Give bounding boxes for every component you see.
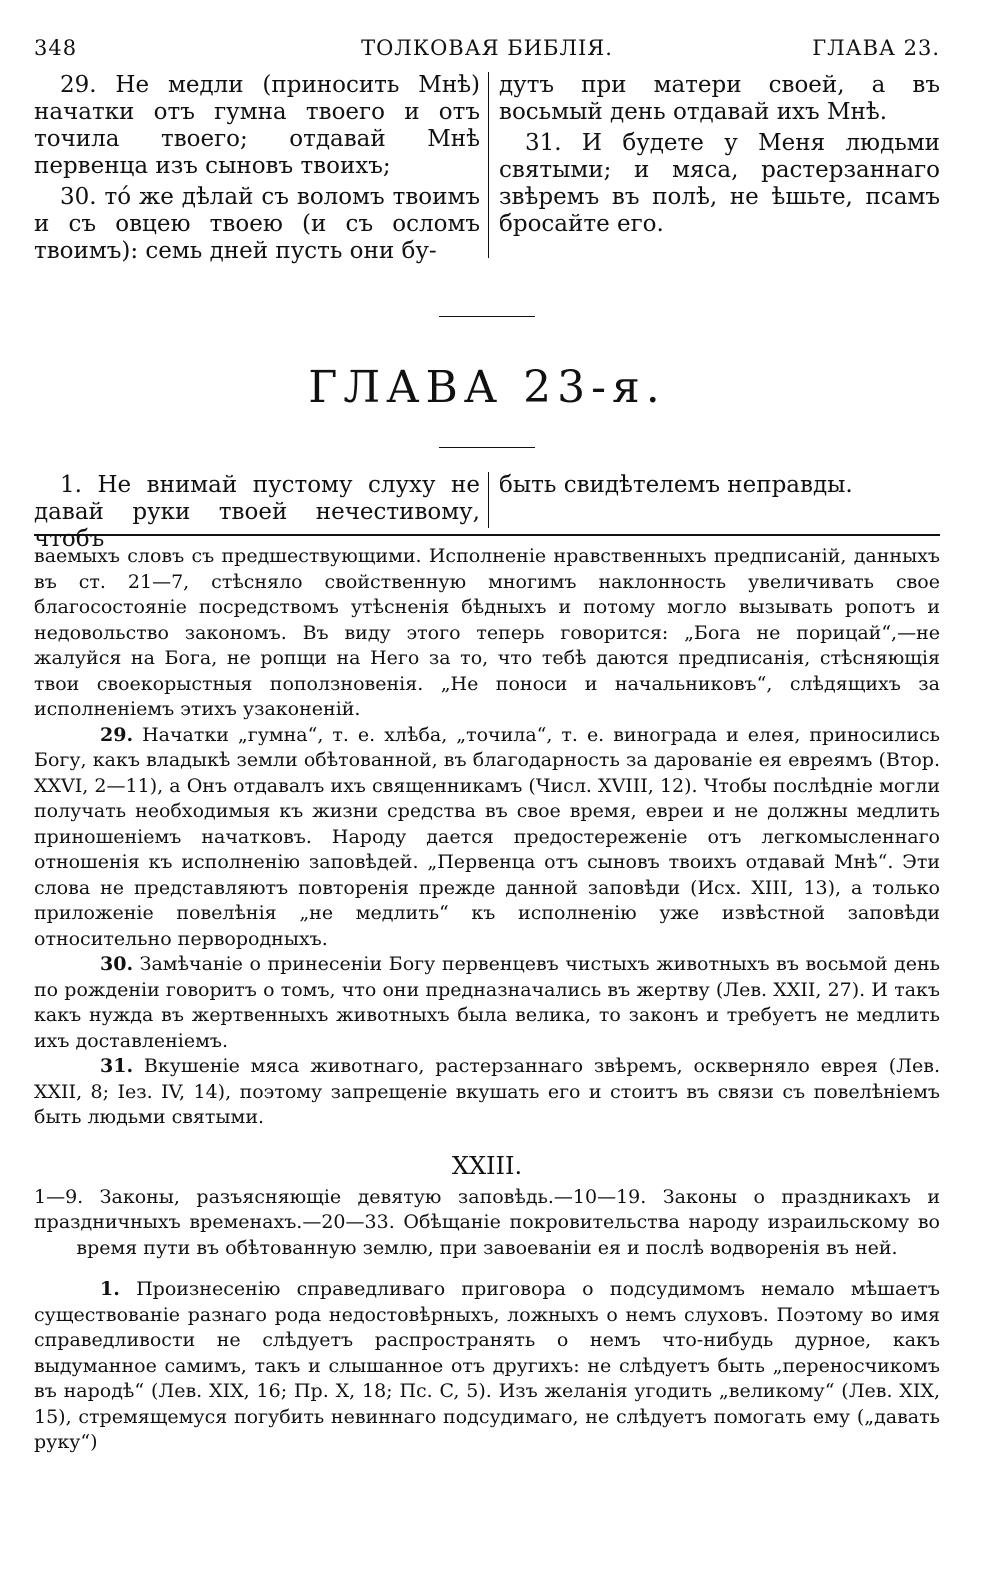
verse-30: 30. то́ же дѣлай съ воломъ твоимъ и съ овцею твоею (и съ осломъ твоимъ): семь дней пусть они бу- <box>34 184 480 264</box>
verse-31: 31. И будете у Меня людьми святыми; и мяса, растерзаннаго звѣремъ въ полѣ, не ѣшьте, псамъ бросайте его. <box>499 130 940 237</box>
verses-column-left <box>34 472 488 552</box>
commentary-verse-number: 31. <box>100 1055 134 1077</box>
section-summary-text: 1—9. Законы, разъясняющіе девятую заповѣдь.—10—19. Законы о праздникахъ и праздничныхъ временахъ.—20—33. Обѣщаніе покровительства народу израильскому во время пути въ обѣтованную землю, при завоеваніи ея и послѣ водворенія въ ней. <box>34 1185 940 1259</box>
commentary-paragraph <box>34 952 940 1054</box>
section-heading: XXIII. <box>451 1151 523 1180</box>
verse-29: 29. Не медли (приносить Мнѣ) начатки отъ гумна твоего и отъ точила твоего; отдавай Мнѣ первенца изъ сыновъ твоихъ; <box>34 72 480 179</box>
page-number: 348 <box>34 36 78 60</box>
commentary-text: Замѣчаніе о принесеніи Богу первенцевъ чистыхъ животныхъ въ восьмой день по рожденіи говоритъ о томъ, что они предназначались въ жертву (Лев. XXII, 27). И такъ какъ нужда въ жертвенныхъ животныхъ была велика, то законъ и требуетъ не медлить ихъ доставленіемъ. <box>34 953 940 1052</box>
commentary-paragraph <box>34 1277 940 1456</box>
verses-column-right <box>488 472 940 528</box>
commentary-verse-number: 29. <box>100 723 134 746</box>
commentary-text: Начатки „гумна“, т. е. хлѣба, „точила“, т. е. винограда и елея, приносились Богу, какъ владыкѣ земли обѣтованной, въ благодарность за дарованіе ея евреямъ (Втор. XXVI, 2—11), а Онъ отдавалъ ихъ священникамъ (Числ. XVIII, 12). Чтобы послѣдніе могли получать необходимыя къ жизни средства въ свое время, евреи и не должны медлить приношеніемъ начатковъ. Народу дается предостереженіе отъ легкомысленнаго отношенія къ исполненію заповѣдей. „Первенца отъ сыновъ твоихъ отдавай Мнѣ“. Эти слова не представляютъ повторенія прежде данной заповѣди (Исх. XIII, 13), а только приложеніе повелѣнія „не медлить“ къ исполненію уже извѣстной заповѣди относительно первородныхъ. <box>34 723 940 950</box>
commentary-verse-number: 30. <box>100 953 134 975</box>
chapter-heading: ГЛАВА 23-я. <box>308 362 666 413</box>
verses-column-right <box>488 72 940 258</box>
commentary-verse-number: 1. <box>100 1278 120 1300</box>
running-chapter: ГЛАВА 23. <box>812 36 940 60</box>
separator-rule <box>439 447 535 448</box>
running-head <box>34 36 940 70</box>
commentary-text: Вкушеніе мяса животнаго, растерзаннаго звѣремъ, оскверняло еврея (Лев. XXII, 8; Іез. IV, 14), поэтому запрещеніе вкушать его и стоитъ въ связи съ повелѣніемъ быть людьми святыми. <box>34 1055 940 1128</box>
verses-block-chapter-23 <box>34 472 940 552</box>
verses-block-top <box>34 72 940 264</box>
verse-30-continued: дутъ при матери своей, а въ восьмый день отдавай ихъ Мнѣ. <box>499 72 940 125</box>
running-title: ТОЛКОВАЯ БИБЛІЯ. <box>361 36 613 60</box>
verses-column-left <box>34 72 488 264</box>
commentary-paragraph <box>34 723 940 953</box>
commentary-paragraph <box>34 1054 940 1131</box>
commentary-text: ваемыхъ словъ съ предшествующими. Исполненіе нравственныхъ предписаній, данныхъ въ ст. 21—7, стѣсняло свойственную многимъ наклонность увеличивать свое благосостояніе посредствомъ утѣсненія бѣдныхъ и потому могло вызывать ропотъ и недовольство закономъ. Въ виду этого теперь говорится: „Бога не порицай“,—не жалуйся на Бога, не ропщи на Него за то, что тебѣ даются предписанія, стѣсняющія твои своекорыстныя поползновенія. „Не поноси и начальниковъ“, слѣдящихъ за исполненіемъ этихъ узаконеній. <box>34 545 940 720</box>
separator-rule <box>439 316 535 317</box>
commentary-chapter-23 <box>34 1277 940 1456</box>
verse-1-continued: быть свидѣтелемъ неправды. <box>499 472 853 498</box>
section-summary <box>34 1185 940 1262</box>
verse-1: 1. Не внимай пустому слуху не давай руки твоей нечестивому, чтобъ <box>34 472 480 552</box>
commentary <box>34 544 940 1131</box>
commentary-text: Произнесенію справедливаго приговора о подсудимомъ немало мѣшаетъ существованіе разнаго рода недостовѣрныхъ, ложныхъ о немъ слуховъ. Поэтому во имя справедливости не слѣдуетъ распространять о немъ что-нибудь дурное, какъ выдуманное самимъ, такъ и слышанное отъ другихъ: не слѣдуетъ быть „переносчикомъ въ народѣ“ (Лев. XIX, 16; Пр. X, 18; Пс. C, 5). Изъ желанія угодить „великому“ (Лев. XIX, 15), стремящемуся погубить невиннаго подсудимаго, не слѣдуетъ помогать ему („давать руку“) <box>34 1278 940 1453</box>
commentary-paragraph <box>34 544 940 723</box>
book-page <box>34 36 940 1456</box>
